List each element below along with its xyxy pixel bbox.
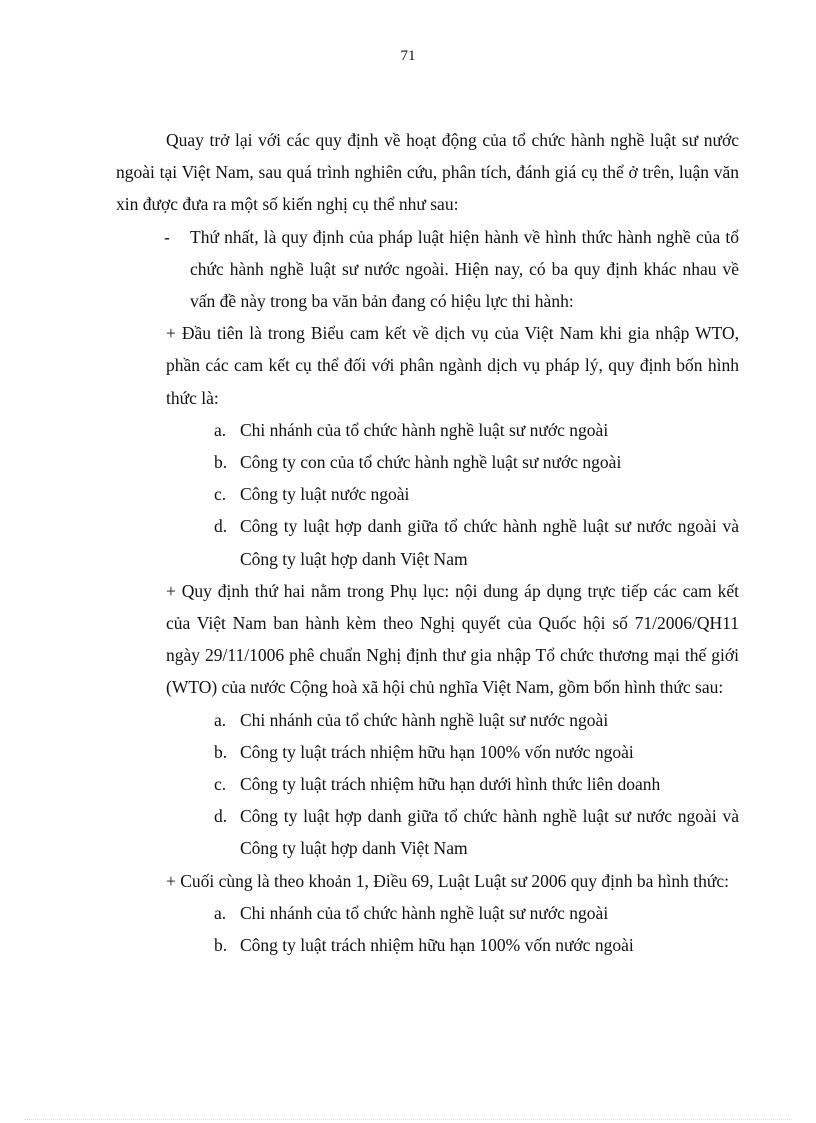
- list-item-text: Chi nhánh của tổ chức hành nghề luật sư nước ngoài: [240, 419, 609, 440]
- section-1-intro: + Đầu tiên là trong Biểu cam kết về dịch vụ của Việt Nam khi gia nhập WTO, phần các cam kết cụ thể đối với phân ngành dịch vụ pháp lý, quy định bốn hình thức là:: [166, 323, 739, 408]
- list-item: [214, 478, 739, 510]
- list-marker: d.: [214, 806, 228, 827]
- page-number: 71: [400, 48, 416, 64]
- list-item-text: Công ty luật hợp danh giữa tổ chức hành nghề luật sư nước ngoài và Công ty luật hợp danh Việt Nam: [240, 806, 739, 859]
- list-item: [214, 800, 739, 864]
- list-item-text: Công ty luật trách nhiệm hữu hạn dưới hình thức liên doanh: [240, 774, 661, 795]
- page-bottom-rule: [24, 1119, 792, 1120]
- list-item: [214, 414, 739, 446]
- list-marker: d.: [214, 516, 228, 537]
- list-item-text: Công ty luật nước ngoài: [240, 484, 410, 505]
- section-3-intro: + Cuối cùng là theo khoản 1, Điều 69, Luật Luật sư 2006 quy định ba hình thức:: [166, 870, 729, 891]
- dash-bullet: -: [164, 226, 170, 247]
- list-marker: c.: [214, 774, 227, 795]
- section-3-list: [116, 897, 739, 961]
- first-point: [164, 221, 739, 318]
- list-item: [214, 510, 739, 574]
- section-1-list: [116, 414, 739, 575]
- list-marker: a.: [214, 419, 227, 440]
- list-item: [214, 929, 739, 961]
- list-item-text: Công ty luật trách nhiệm hữu hạn 100% vốn nước ngoài: [240, 935, 634, 956]
- document-body: [116, 124, 739, 961]
- list-item-text: Công ty luật trách nhiệm hữu hạn 100% vốn nước ngoài: [240, 741, 634, 762]
- first-point-text: Thứ nhất, là quy định của pháp luật hiện hành về hình thức hành nghề của tổ chức hành nghề luật sư nước ngoài. Hiện nay, có ba quy định khác nhau về vấn đề này trong ba văn bản đang có hiệu lực thi hành:: [190, 226, 739, 312]
- list-item-text: Công ty luật hợp danh giữa tổ chức hành nghề luật sư nước ngoài và Công ty luật hợp danh Việt Nam: [240, 516, 739, 569]
- section-2-intro: + Quy định thứ hai nằm trong Phụ lục: nội dung áp dụng trực tiếp các cam kết của Việt Nam ban hành kèm theo Nghị quyết của Quốc hội số 71/2006/QH11 ngày 29/11/1006 phê chuẩn Nghị định thư gia nhập Tổ chức thương mại thế giới (WTO) của nước Cộng hoà xã hội chủ nghĩa Việt Nam, gồm bốn hình thức sau:: [166, 580, 739, 698]
- list-marker: a.: [214, 709, 227, 730]
- list-item-text: Công ty con của tổ chức hành nghề luật sư nước ngoài: [240, 452, 622, 473]
- section-2-list: [116, 704, 739, 865]
- list-item-text: Chi nhánh của tổ chức hành nghề luật sư nước ngoài: [240, 902, 609, 923]
- list-marker: c.: [214, 484, 227, 505]
- list-item: [214, 736, 739, 768]
- list-marker: a.: [214, 902, 227, 923]
- list-item-text: Chi nhánh của tổ chức hành nghề luật sư nước ngoài: [240, 709, 609, 730]
- list-item: [214, 897, 739, 929]
- list-item: [214, 704, 739, 736]
- list-marker: b.: [214, 935, 228, 956]
- list-marker: b.: [214, 741, 228, 762]
- list-marker: b.: [214, 452, 228, 473]
- intro-paragraph: Quay trở lại với các quy định về hoạt động của tổ chức hành nghề luật sư nước ngoài tại Việt Nam, sau quá trình nghiên cứu, phân tích, đánh giá cụ thể ở trên, luận văn xin được đưa ra một số kiến nghị cụ thể như sau:: [116, 130, 739, 215]
- list-item: [214, 446, 739, 478]
- list-item: [214, 768, 739, 800]
